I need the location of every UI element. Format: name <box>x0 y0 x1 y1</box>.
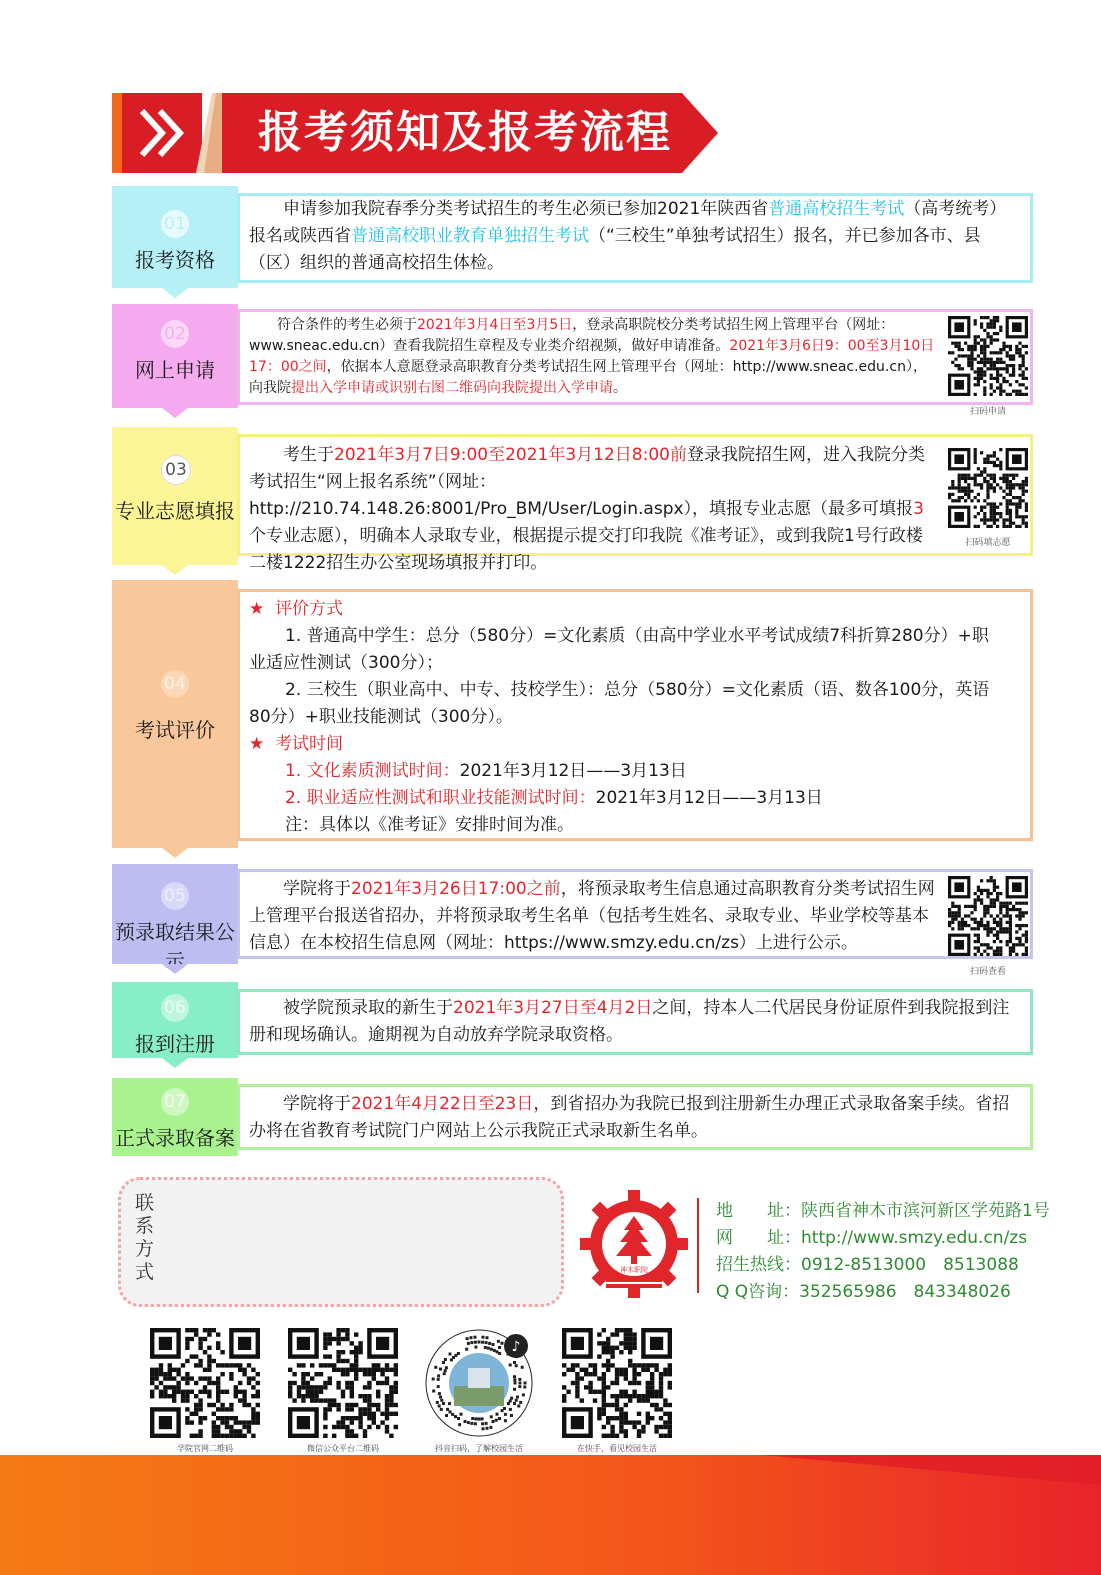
step-number: 06 <box>161 994 189 1022</box>
step-text-05: 学院将于2021年3月26日17:00之前，将预录取考生信息通过高职教育分类考试招生网上管理平台报送省招办，并将预录取考生名单（包括考生姓名、录取专业、毕业学校等基本信息）在本校招生信息网（网址：https://www.smzy.edu.cn/zs）上进行公示。 <box>249 879 935 953</box>
eval-item-2: 2. 三校生（职业高中、中专、技校学生）：总分（580分）=文化素质（语、数各100分，英语 <box>285 680 990 700</box>
star-icon: ★ <box>249 599 265 619</box>
step-label-04 <box>112 580 238 848</box>
qr-code-website[interactable] <box>150 1328 260 1438</box>
step-name: 网上申请 <box>135 358 215 382</box>
qr-caption: 扫码填志愿 <box>965 538 1011 548</box>
step-number: 04 <box>161 670 189 698</box>
step-name: 专业志愿填报 <box>115 499 235 523</box>
eval-item-1-cont: 业适应性测试（300分）； <box>249 653 443 673</box>
step-name: 正式录取备案 <box>115 1126 235 1150</box>
step-pointer <box>162 288 188 298</box>
step-number: 05 <box>161 882 189 910</box>
section-evaluation: ★ 评价方式 <box>249 599 344 619</box>
step-pointer <box>162 408 188 418</box>
step-text-03: 考生于2021年3月7日9:00至2021年3月12日8:00前登录我院招生网，进入我院分类考试招生“网上报名系统”（网址：http://210.74.148.26:8001/Pro_BM/User/Login.aspx），填报专业志愿（最多可填报3个专业志愿），明确本人录取专业，根据提示提交打印我院《准考证》，或到我院1号行政楼二楼1222招生办公室现场填报并打印。 <box>249 445 925 573</box>
contact-title: 联系方式 <box>135 1192 155 1283</box>
step-label-06 <box>112 982 238 1058</box>
step-text-07: 学院将于2021年4月22日至23日，到省招办为我院已报到注册新生办理正式录取备案手续。省招办将在省教育考试院门户网站上公示我院正式录取新生名单。 <box>249 1094 1010 1141</box>
step-number: 01 <box>161 210 189 238</box>
footer-band <box>0 1455 1101 1575</box>
step-name: 考试评价 <box>135 718 215 742</box>
step-label-01 <box>112 186 238 288</box>
qr-caption-website: 学院官网二维码 <box>177 1444 233 1453</box>
exam-note: 注：具体以《准考证》安排时间为准。 <box>285 815 574 835</box>
step-name: 报考资格 <box>135 248 215 272</box>
step-label-07 <box>112 1078 238 1156</box>
contact-qq: Q Q咨询：352565986 843348026 <box>716 1282 1011 1302</box>
qr-code-douyin[interactable] <box>424 1328 534 1438</box>
step-label-03 <box>112 427 238 565</box>
step-name: 报到注册 <box>135 1032 215 1056</box>
contact-divider <box>697 1198 699 1293</box>
logo-text: 神木职院 <box>620 1266 648 1274</box>
step-label-05 <box>112 864 238 973</box>
qr-caption-douyin: 抖音扫码，了解校园生活 <box>435 1444 523 1453</box>
header-accent-bar <box>112 93 122 173</box>
school-logo <box>580 1190 688 1298</box>
double-chevron-icon <box>136 107 188 159</box>
qr-caption-wechat: 微信公众平台二维码 <box>307 1444 379 1453</box>
page-title: 报考须知及报考流程 <box>258 107 672 158</box>
exam-time-2: 2. 职业适应性测试和职业技能测试时间：2021年3月12日——3月13日 <box>285 788 823 808</box>
qr-code-view-results[interactable] <box>948 876 1028 956</box>
step-pointer <box>162 964 188 974</box>
tiktok-icon: ♪ <box>511 1339 521 1355</box>
qr-code-fill-preferences[interactable] <box>948 448 1028 528</box>
step-pointer <box>162 848 188 858</box>
step-pointer <box>162 1058 188 1068</box>
step-text-06: 被学院预录取的新生于2021年3月27日至4月2日之间，持本人二代居民身份证原件到我院报到注册和现场确认。逾期视为自动放弃学院录取资格。 <box>249 998 1010 1045</box>
header-chevron-block <box>122 93 202 173</box>
qr-caption: 扫码查看 <box>969 967 1006 977</box>
qr-caption: 扫码申请 <box>969 407 1006 417</box>
qr-caption-kuaishou: 在快手，看见校园生活 <box>577 1444 657 1453</box>
contact-address: 地 址：陕西省神木市滨河新区学苑路1号 <box>716 1201 1050 1221</box>
section-exam-time: ★ 考试时间 <box>249 734 344 754</box>
step-text-02: 符合条件的考生必须于2021年3月4日至3月5日，登录高职院校分类考试招生网上管理平台（网址：www.sneac.edu.cn）查看我院招生章程及专业类介绍视频，做好申请准备。2021年3月6日9：00至3月10日17：00之间，依据本人意愿登录高职教育分类考试招生网上管理平台（网址：http://www.sneac.edu.cn），向我院提出入学申请或识别右图二维码向我院提出入学申请。 <box>249 317 935 396</box>
contact-website[interactable]: 网 址：http://www.smzy.edu.cn/zs <box>716 1228 1028 1248</box>
contact-hotline: 招生热线：0912-8513000 8513088 <box>716 1255 1019 1275</box>
qr-code-apply[interactable] <box>948 316 1028 396</box>
contact-box <box>118 1177 564 1307</box>
qr-code-wechat[interactable] <box>288 1328 398 1438</box>
step-label-02 <box>112 304 238 408</box>
step-name: 预录取结果公示 <box>115 920 235 973</box>
exam-time-1: 1. 文化素质测试时间：2021年3月12日——3月13日 <box>285 761 687 781</box>
step-number: 07 <box>161 1088 189 1116</box>
star-icon: ★ <box>249 734 265 754</box>
step-number: 03 <box>161 455 191 485</box>
step-pointer <box>162 565 188 575</box>
eval-item-1: 1. 普通高中学生：总分（580分）=文化素质（由高中学业水平考试成绩7科折算280分）+职 <box>285 626 989 646</box>
qr-code-kuaishou[interactable] <box>562 1328 672 1438</box>
step-text-01: 申请参加我院春季分类考试招生的考生必须已参加2021年陕西省普通高校招生考试（高考统考）报名或陕西省普通高校职业教育单独招生考试（“三校生”单独考试招生）报名，并已参加各市、县（区）组织的普通高校招生体检。 <box>249 199 1007 273</box>
eval-item-2-cont: 80分）+职业技能测试（300分）。 <box>249 707 513 727</box>
step-number: 02 <box>161 320 189 348</box>
